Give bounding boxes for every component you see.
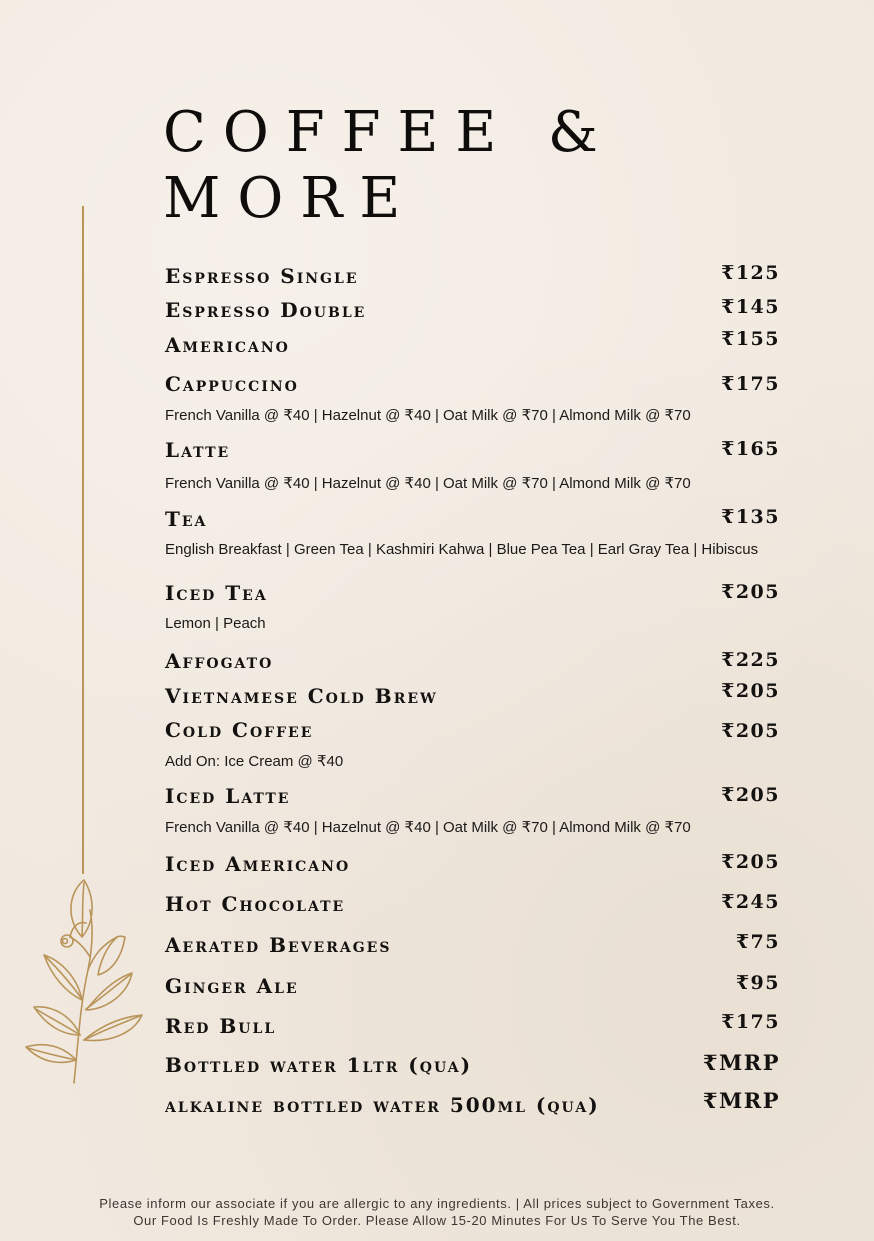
menu-item-price: ₹175	[721, 1011, 780, 1033]
menu-item-price: ₹225	[721, 649, 780, 671]
footer-preparation-note: Our Food Is Freshly Made To Order. Please Allow 15-20 Minutes For Us To Serve You The Best.	[133, 1213, 741, 1228]
menu-item-name: Espresso Single	[165, 264, 359, 288]
menu-item-addons: Lemon | Peach	[165, 615, 266, 632]
footer-allergy-note: Please inform our associate if you are allergic to any ingredients. | All prices subject to Government Taxes.	[99, 1196, 775, 1211]
menu-item-price: ₹165	[721, 438, 780, 460]
menu-item-name: Americano	[165, 333, 290, 357]
menu-item-price: ₹205	[721, 851, 780, 873]
menu-item-price: ₹MRP	[702, 1088, 780, 1113]
menu-item-name: Espresso Double	[165, 298, 367, 322]
menu-item-price: ₹MRP	[702, 1050, 780, 1075]
menu-item-price: ₹205	[721, 720, 780, 742]
menu-item-addons: French Vanilla @ ₹40 | Hazelnut @ ₹40 | Oat Milk @ ₹70 | Almond Milk @ ₹70	[165, 819, 691, 836]
menu-item-name: Iced Americano	[165, 852, 351, 876]
menu-item-addons: French Vanilla @ ₹40 | Hazelnut @ ₹40 | Oat Milk @ ₹70 | Almond Milk @ ₹70	[165, 475, 691, 492]
menu-title-line-2: MORE	[163, 166, 418, 231]
menu-item-addons: French Vanilla @ ₹40 | Hazelnut @ ₹40 | Oat Milk @ ₹70 | Almond Milk @ ₹70	[165, 407, 691, 424]
menu-item-addons: Add On: Ice Cream @ ₹40	[165, 753, 344, 770]
menu-item-name: Vietnamese Cold Brew	[165, 684, 438, 708]
menu-title-line-1: COFFEE &	[163, 100, 615, 165]
menu-item-price: ₹205	[721, 581, 780, 603]
menu-item-name: Cappuccino	[165, 372, 299, 396]
menu-item-name: alkaline bottled water 500ml (qua)	[165, 1093, 600, 1117]
menu-title	[163, 100, 615, 232]
menu-item-name: Cold Coffee	[165, 718, 314, 742]
menu-item-price: ₹75	[735, 931, 780, 953]
menu-item-name: Iced Latte	[165, 784, 291, 808]
menu-item-price: ₹205	[721, 784, 780, 806]
menu-item-price: ₹135	[721, 506, 780, 528]
menu-item-addons: English Breakfast | Green Tea | Kashmiri Kahwa | Blue Pea Tea | Earl Gray Tea | Hibiscus	[165, 541, 759, 558]
menu-item-price: ₹95	[735, 972, 780, 994]
menu-item-name: Ginger Ale	[165, 974, 299, 998]
menu-item-name: Red Bull	[165, 1014, 277, 1038]
menu-item-name: Iced Tea	[165, 581, 268, 605]
decorative-vertical-line	[82, 206, 84, 874]
menu-item-name: Affogato	[165, 649, 274, 673]
menu-item-price: ₹125	[721, 262, 780, 284]
menu-item-price: ₹205	[721, 680, 780, 702]
menu-item-name: Bottled water 1ltr (qua)	[165, 1053, 473, 1077]
footer-note	[0, 1195, 874, 1229]
menu-item-price: ₹245	[721, 891, 780, 913]
menu-item-name: Tea	[165, 507, 208, 531]
menu-item-name: Hot Chocolate	[165, 892, 346, 916]
menu-item-price: ₹155	[721, 328, 780, 350]
leaf-branch-icon	[22, 875, 152, 1090]
menu-item-price: ₹175	[721, 373, 780, 395]
menu-item-name: Aerated Beverages	[165, 933, 392, 957]
menu-item-name: Latte	[165, 438, 231, 462]
menu-item-price: ₹145	[721, 296, 780, 318]
